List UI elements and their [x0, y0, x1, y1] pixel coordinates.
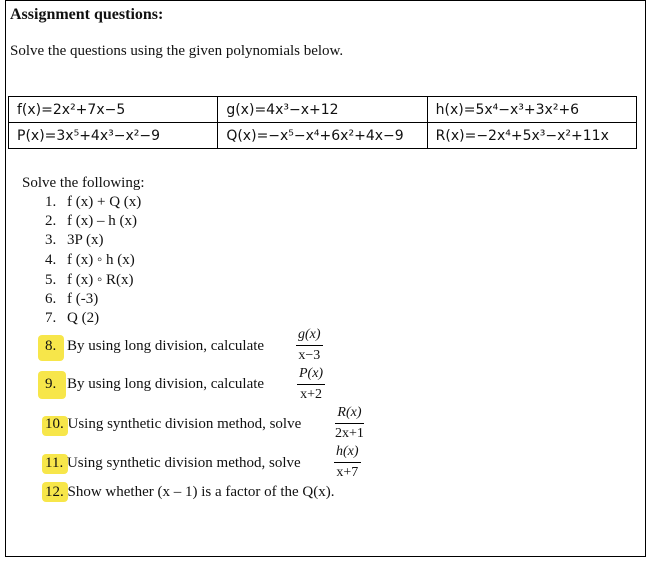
polynomial-cell [9, 123, 218, 149]
item-text: f (x) – h (x) [67, 213, 137, 229]
list-item [45, 272, 134, 289]
polynomial-cell [427, 123, 636, 149]
poly-name: Q(x) [226, 127, 257, 144]
poly-name: R(x) [435, 127, 465, 144]
item-number: 9. [45, 376, 57, 392]
fraction-numerator: R(x) [335, 406, 363, 424]
polynomial-cell [218, 123, 427, 149]
poly-name: P(x) [17, 127, 45, 144]
item-text: 3P (x) [67, 232, 104, 248]
fraction-numerator: g(x) [296, 328, 323, 346]
list-item-q8 [45, 338, 264, 355]
list-item-q12 [45, 484, 335, 501]
list-item [45, 213, 137, 230]
poly-name: f(x) [17, 101, 42, 118]
item-text: By using long division, calculate [67, 376, 265, 392]
fraction-numerator: P(x) [297, 367, 325, 385]
poly-expr: =5x⁴−x³+3x²+6 [463, 101, 580, 118]
list-item [45, 252, 135, 269]
list-item-q10 [45, 416, 301, 433]
page-title: Assignment questions: [10, 6, 164, 23]
item-number: 12. [45, 484, 64, 500]
fraction-q8 [296, 328, 323, 363]
list-item-q9 [45, 376, 264, 393]
list-item [45, 310, 99, 327]
polynomial-cell [9, 97, 218, 123]
poly-name: h(x) [435, 101, 464, 118]
list-item [45, 291, 98, 308]
item-text: By using long division, calculate [67, 338, 265, 354]
item-text: Using synthetic division method, solve [67, 416, 302, 432]
poly-expr: =4x³−x+12 [254, 101, 339, 118]
table-row [9, 97, 637, 123]
item-text: Q (2) [67, 310, 100, 326]
fraction-denominator: x+7 [336, 465, 359, 480]
fraction-denominator: x+2 [300, 387, 322, 402]
fraction-q10 [335, 406, 364, 441]
polynomial-cell [427, 97, 636, 123]
item-number: 1. [45, 194, 57, 210]
fraction-denominator: 2x+1 [335, 426, 364, 441]
item-text: Using synthetic division method, solve [66, 455, 301, 471]
list-item-q11 [45, 455, 301, 472]
item-number: 7. [45, 310, 57, 326]
poly-expr: =3x⁵+4x³−x²−9 [44, 127, 160, 144]
item-number: 10. [45, 416, 64, 432]
item-text: f (x) ◦ h (x) [67, 252, 135, 268]
item-number: 5. [45, 272, 57, 288]
item-text: f (-3) [67, 291, 99, 307]
polynomial-cell [218, 97, 427, 123]
fraction-denominator: x−3 [298, 348, 321, 363]
poly-name: g(x) [226, 101, 255, 118]
polynomials-table [8, 96, 637, 149]
item-text: f (x) ◦ R(x) [67, 272, 134, 288]
item-number: 2. [45, 213, 57, 229]
item-number: 4. [45, 252, 57, 268]
item-number: 11. [45, 455, 64, 471]
item-number: 3. [45, 232, 57, 248]
item-text: Show whether (x – 1) is a factor of the Q(x). [67, 484, 335, 500]
item-text: f (x) + Q (x) [67, 194, 142, 210]
table-row [9, 123, 637, 149]
poly-expr: =−2x⁴+5x³−x²+11x [464, 127, 609, 144]
fraction-q11 [334, 445, 361, 480]
solve-label: Solve the following: [22, 175, 145, 191]
instruction-text: Solve the questions using the given polynomials below. [10, 43, 344, 59]
list-item [45, 194, 141, 211]
list-item [45, 232, 104, 249]
fraction-q9 [297, 367, 325, 402]
poly-expr: =−x⁵−x⁴+6x²+4x−9 [256, 127, 404, 144]
item-number: 6. [45, 291, 57, 307]
item-number: 8. [45, 338, 57, 354]
fraction-numerator: h(x) [334, 445, 361, 463]
poly-expr: =2x²+7x−5 [41, 101, 126, 118]
